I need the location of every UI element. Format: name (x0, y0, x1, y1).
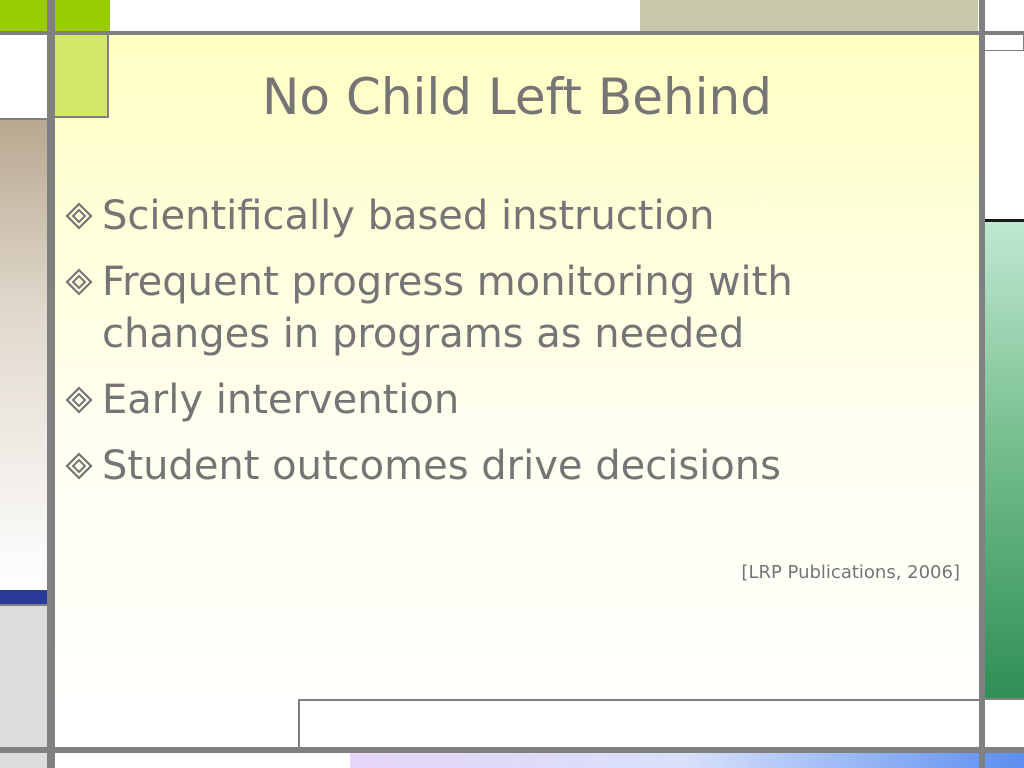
bullet-text: Early intervention (102, 377, 460, 423)
right-green-bar (985, 222, 1024, 698)
bullet-text: Student outcomes drive decisions (102, 443, 781, 489)
bullet-text: Scientifically based instruction (102, 193, 715, 239)
frame-line-bottom (0, 747, 1024, 753)
frame-line-top (0, 31, 1024, 35)
top-tan-block (640, 0, 978, 33)
diamond-bullet-icon (64, 385, 94, 415)
bullet-item (62, 440, 942, 492)
bullet-list (62, 190, 942, 506)
corner-green-block (0, 0, 110, 33)
frame-line-left-low (0, 604, 47, 606)
citation-text: [LRP Publications, 2006] (741, 562, 960, 583)
diamond-bullet-icon (64, 201, 94, 231)
bullet-item (62, 190, 942, 242)
diamond-bullet-icon (64, 267, 94, 297)
slide-title: No Child Left Behind (262, 68, 772, 126)
left-tan-bar (0, 120, 47, 590)
left-grey-block (0, 606, 47, 768)
right-black-line (983, 219, 1024, 222)
frame-line-right-low (985, 698, 1024, 700)
bullet-item (62, 256, 942, 360)
bullet-text: Frequent progress monitoring with changes in programs as needed (102, 259, 793, 357)
diamond-bullet-icon (64, 451, 94, 481)
bottom-outline-box (298, 699, 980, 747)
bullet-item (62, 374, 942, 426)
bottom-gradient-bar (350, 753, 1024, 768)
left-blue-stripe (0, 590, 47, 604)
